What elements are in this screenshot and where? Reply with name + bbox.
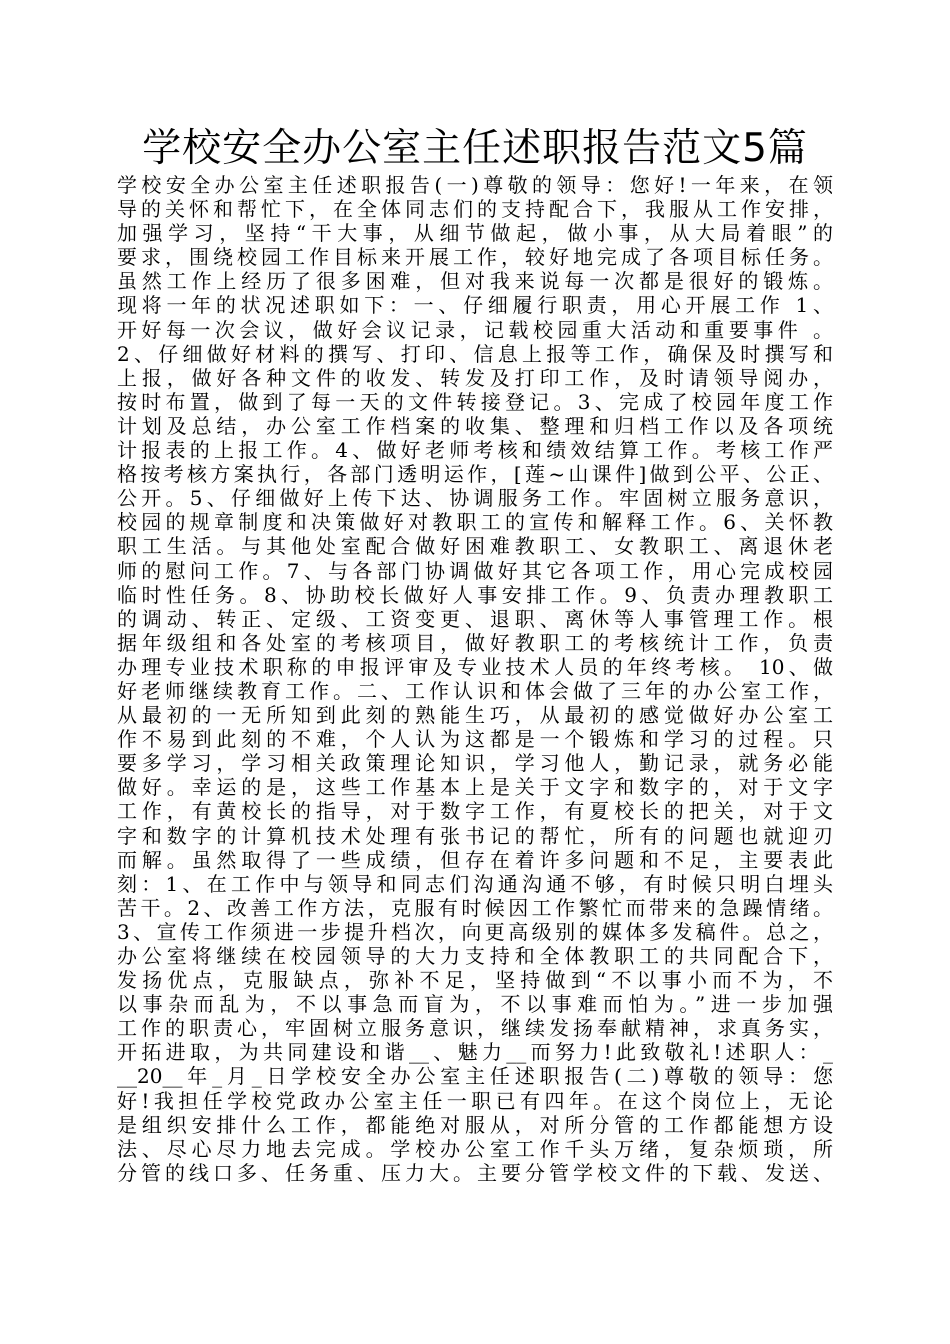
body-text-line: 苦干。2、改善工作方法，克服有时候因工作繁忙而带来的急躁情绪。: [117, 895, 833, 920]
body-text-line: 好!我担任学校党政办公室主任一职已有四年。在这个岗位上，无论: [117, 1088, 833, 1113]
body-text-line: 工作的职责心，牢固树立服务意识，继续发扬奉献精神，求真务实，: [117, 1016, 833, 1041]
body-text-line: 师的慰问工作。7、与各部门协调做好其它各项工作，用心完成校园: [117, 558, 833, 583]
body-text-line: 的调动、转正、定级、工资变更、退职、离休等人事管理工作。根: [117, 606, 833, 631]
body-text-line: 临时性任务。8、协助校长做好人事安排工作。9、负责办理教职工: [117, 582, 833, 607]
body-text-line: 做好。幸运的是，这些工作基本上是关于文字和数字的，对于文字: [117, 775, 833, 800]
body-text-line: 导的关怀和帮忙下，在全体同志们的支持配合下，我服从工作安排，: [117, 197, 833, 222]
body-text-line: 3、宣传工作须进一步提升档次，向更高级别的媒体多发稿件。总之，: [117, 919, 833, 944]
body-text-line: 职工生活。与其他处室配合做好困难教职工、女教职工、离退休老: [117, 534, 833, 559]
document-body: [117, 173, 833, 1185]
body-text-line: 字和数字的计算机技术处理有张书记的帮忙，所有的问题也就迎刃: [117, 823, 833, 848]
body-text-line: 计划及总结，办公室工作档案的收集、整理和归档工作以及各项统: [117, 413, 833, 438]
body-text-line: 学校安全办公室主任述职报告(一)尊敬的领导：您好!一年来，在领: [117, 173, 833, 197]
body-text-line: 开拓进取，为共同建设和谐__、魅力__而努力!此致敬礼!述职人：_: [117, 1040, 833, 1065]
body-text-line: 虽然工作上经历了很多困难，但对我来说每一次都是很好的锻炼。: [117, 269, 833, 294]
body-text-line: 从最初的一无所知到此刻的熟能生巧，从最初的感觉做好办公室工: [117, 703, 833, 728]
body-text-line: 计报表的上报工作。4、做好老师考核和绩效结算工作。考核工作严: [117, 438, 833, 463]
body-text-line: 好老师继续教育工作。二、工作认识和体会做了三年的办公室工作，: [117, 678, 833, 703]
body-text-line: 办公室将继续在校园领导的大力支持和全体教职工的共同配合下，: [117, 944, 833, 968]
body-text-line: 要多学习，学习相关政策理论知识，学习他人，勤记录，就务必能: [117, 751, 833, 776]
body-text-line: 加强学习，坚持“干大事，从细节做起，做小事，从大局着眼”的: [117, 221, 833, 246]
document-title: 学校安全办公室主任述职报告范文5篇: [142, 126, 808, 171]
body-text-line: 工作，有黄校长的指导，对于数字工作，有夏校长的把关，对于文: [117, 799, 833, 824]
body-text-line: 校园的规章制度和决策做好对教职工的宣传和解释工作。6、关怀教: [117, 510, 833, 535]
body-text-line: 开好每一次会议，做好会议记录，记载校园重大活动和重要事件 。: [117, 317, 833, 342]
body-text-line: 而解。虽然取得了一些成绩，但存在着许多问题和不足，主要表此: [117, 847, 833, 872]
body-text-line: 要求，围绕校园工作目标来开展工作，较好地完成了各项目标任务。: [117, 245, 833, 270]
body-text-line: 上报，做好各种文件的收发、转发及打印工作，及时请领导阅办，: [117, 365, 833, 390]
body-text-line: 法、尽心尽力地去完成。学校办公室工作千头万绪，复杂烦琐，所: [117, 1136, 833, 1161]
body-text-line: 是组织安排什么工作，都能绝对服从，对所分管的工作都能想方设: [117, 1112, 833, 1137]
body-text-line: 格按考核方案执行，各部门透明运作，[莲~山课件]做到公平、公正、: [117, 462, 833, 487]
body-text-line: 刻：1、在工作中与领导和同志们沟通沟通不够，有时候只明白埋头: [117, 871, 833, 896]
body-text-line: 分管的线口多、任务重、压力大。主要分管学校文件的下载、发送、: [117, 1160, 833, 1185]
body-text-line: 2、仔细做好材料的撰写、打印、信息上报等工作，确保及时撰写和: [117, 341, 833, 366]
body-text-line: 按时布置，做到了每一天的文件转接登记。3、完成了校园年度工作: [117, 389, 833, 414]
body-text-line: 发扬优点，克服缺点，弥补不足，坚持做到“不以事小而不为，不: [117, 968, 833, 993]
body-text-line: __20__年_月_日学校安全办公室主任述职报告(二)尊敬的领导：您: [117, 1064, 833, 1089]
body-text-line: 作不易到此刻的不难，个人认为这都是一个锻炼和学习的过程。只: [117, 727, 833, 752]
body-text-line: 公开。5、仔细做好上传下达、协调服务工作。牢固树立服务意识，: [117, 486, 833, 511]
body-text-line: 以事杂而乱为，不以事急而盲为，不以事难而怕为。”进一步加强: [117, 992, 833, 1017]
body-text-line: 现将一年的状况述职如下：一、仔细履行职责，用心开展工作 1、: [117, 293, 833, 318]
body-text-line: 据年级组和各处室的考核项目，做好教职工的考核统计工作，负责: [117, 630, 833, 655]
body-text-line: 办理专业技术职称的申报评审及专业技术人员的年终考核。 10、做: [117, 654, 833, 679]
